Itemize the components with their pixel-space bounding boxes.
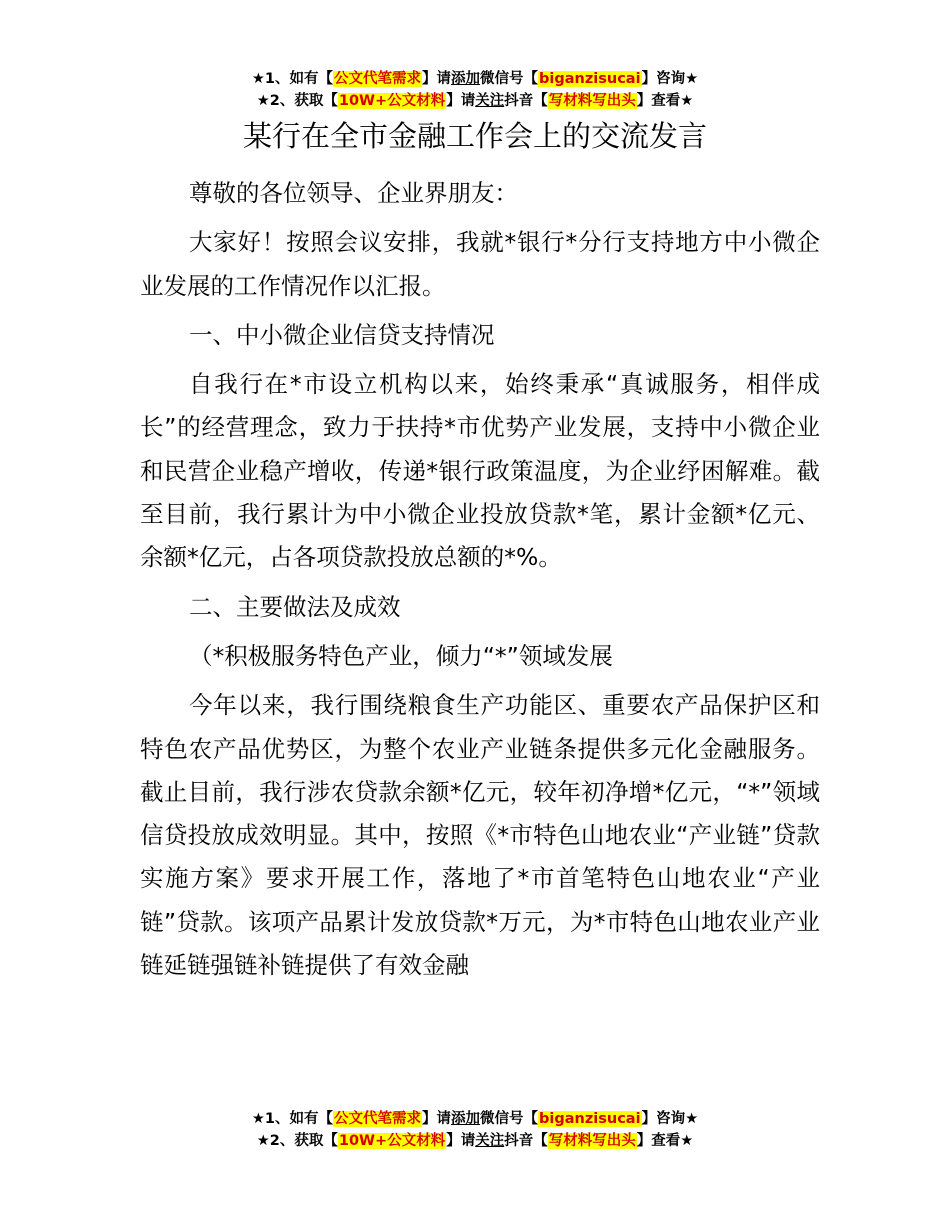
promo-text: ★1、如有【 (251, 71, 334, 87)
section-heading: 一、中小微企业信贷支持情况 (189, 320, 495, 349)
promo-highlight: 10W+公文材料 (338, 1133, 446, 1149)
promo-underline: 添加 (451, 1111, 481, 1127)
promo-text: 】请 (422, 1111, 452, 1127)
promo-text: 】请 (446, 93, 476, 109)
promo-highlight: 10W+公文材料 (338, 93, 446, 109)
promo-highlight: 写材料写出头 (548, 93, 636, 109)
promo-underline: 添加 (451, 71, 481, 87)
salutation: 尊敬的各位领导、企业界朋友： (189, 179, 518, 207)
promo-text: 抖音【 (504, 1133, 548, 1149)
promo-highlight: 写材料写出头 (548, 1133, 636, 1149)
promo-line-2 (0, 90, 950, 112)
section-heading: 二、主要做法及成效 (189, 592, 401, 621)
document-body (140, 172, 820, 987)
promo-text: ★2、获取【 (256, 1133, 338, 1149)
promo-highlight: 公文代笔需求 (334, 71, 422, 87)
subsection-heading: （*积极服务特色产业，倾力“*”领域发展 (189, 641, 613, 670)
body-paragraph: 自我行在*市设立机构以来，始终秉承“真诚服务，相伴成长”的经营理念，致力于扶持*市优势产业发展，支持中小微企业和民营企业稳产增收，传递*银行政策温度，为企业纾困解难。截至目前，我行累计为中小微企业投放贷款*笔，累计金额*亿元、余额*亿元，占各项贷款投放总额的*%。 (140, 370, 820, 572)
header-promo-banner (0, 68, 950, 112)
promo-text: ★1、如有【 (251, 1111, 334, 1127)
promo-text: 】查看★ (636, 93, 694, 109)
promo-text: 抖音【 (504, 93, 548, 109)
body-paragraph: 今年以来，我行围绕粮食生产功能区、重要农产品保护区和特色农产品优势区，为整个农业产业链条提供多元化金融服务。截止目前，我行涉农贷款余额*亿元，较年初净增*亿元，“*”领域信贷投放成效明显。其中，按照《*市特色山地农业“产业链”贷款实施方案》要求开展工作，落地了*市首笔特色山地农业“产业链”贷款。该项产品累计发放贷款*万元，为*市特色山地农业产业链延链强链补链提供了有效金融 (140, 691, 820, 980)
promo-text: 微信号【 (480, 1111, 539, 1127)
promo-text: 】查看★ (636, 1133, 694, 1149)
promo-text: 】咨询★ (641, 71, 699, 87)
promo-text: 】请 (446, 1133, 476, 1149)
promo-underline: 关注 (475, 93, 505, 109)
promo-line-1 (0, 68, 950, 90)
promo-line-1 (0, 1108, 950, 1130)
promo-line-2 (0, 1130, 950, 1152)
promo-underline: 关注 (475, 1133, 505, 1149)
promo-highlight: 公文代笔需求 (334, 1111, 422, 1127)
body-paragraph: 大家好！按照会议安排，我就*银行*分行支持地方中小微企业发展的工作情况作以汇报。 (140, 228, 820, 300)
promo-text: 】咨询★ (641, 1111, 699, 1127)
promo-text: ★2、获取【 (256, 93, 338, 109)
promo-text: 】请 (422, 71, 452, 87)
promo-highlight: biganzisucai (539, 71, 641, 87)
document-title: 某行在全市金融工作会上的交流发言 (242, 119, 707, 153)
footer-promo-banner (0, 1108, 950, 1152)
promo-highlight: biganzisucai (539, 1111, 641, 1127)
promo-text: 微信号【 (480, 71, 539, 87)
